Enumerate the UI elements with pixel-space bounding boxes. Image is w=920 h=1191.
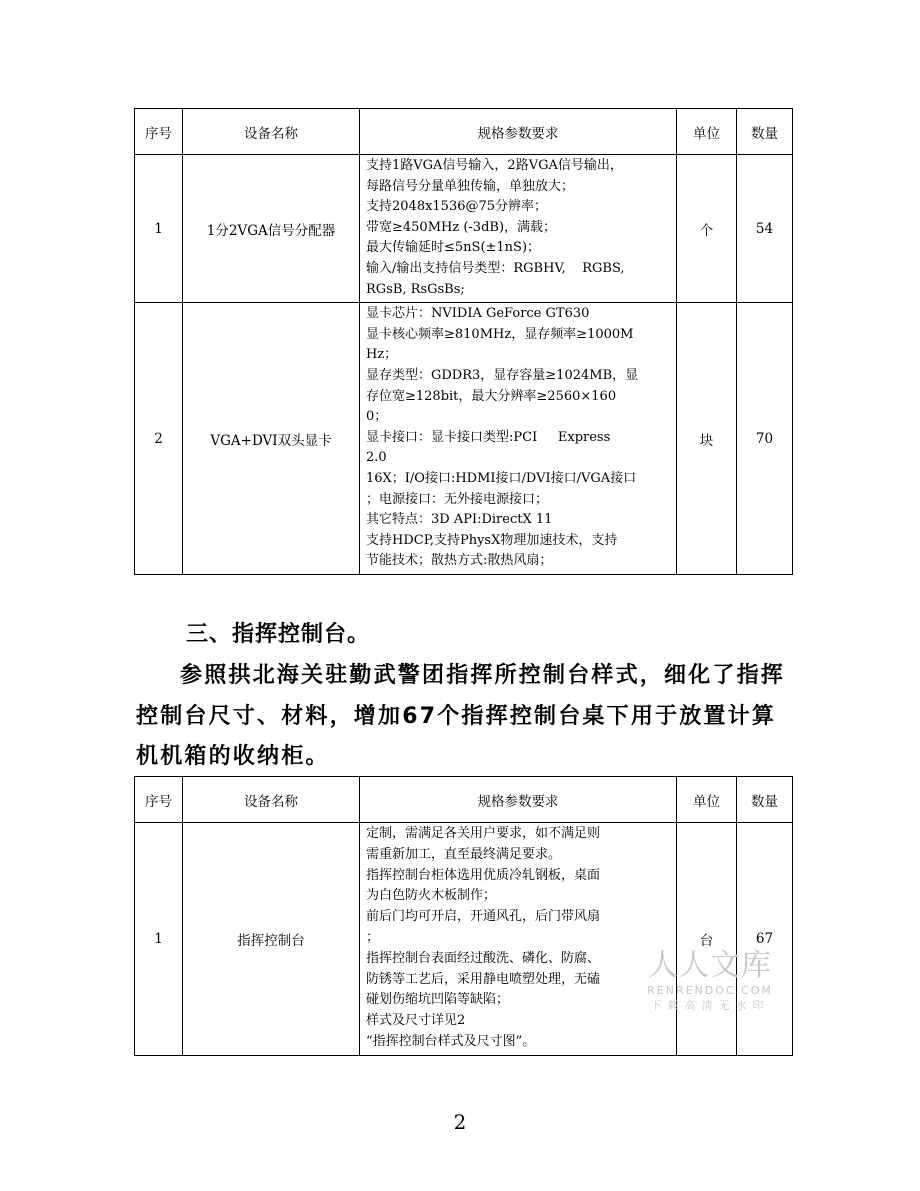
spec-table-1 xyxy=(134,108,793,575)
spec-line: 支持1路VGA信号输入，2路VGA信号输出， xyxy=(366,158,623,173)
cell-index: 2 xyxy=(135,303,183,575)
cell-device-name: 指挥控制台 xyxy=(183,823,360,1056)
cell-device-name: VGA+DVI双头显卡 xyxy=(183,303,360,575)
header-unit: 单位 xyxy=(677,777,737,823)
header-specs: 规格参数要求 xyxy=(360,109,677,155)
spec-line: 显存类型：GDDR3，显存容量≥1024MB，显 xyxy=(366,367,639,383)
spec-line: 支持2048x1536@75分辨率； xyxy=(366,199,548,215)
spec-line: 节能技术；散热方式:散热风扇； xyxy=(366,553,553,569)
page-number: 2 xyxy=(453,1110,467,1134)
cell-quantity: 70 xyxy=(737,303,793,575)
watermark-tagline: 下载高清无水印 xyxy=(650,999,770,1012)
spec-line: 显卡核心频率≥810MHz，显存频率≥1000M xyxy=(366,326,634,342)
spec-line: 防锈等工艺后，采用静电喷塑处理，无磕 xyxy=(366,971,601,987)
spec-line: 显卡芯片：NVIDIA GeForce GT630 xyxy=(366,306,590,322)
header-device-name: 设备名称 xyxy=(183,109,360,155)
cell-unit: 台 xyxy=(677,823,737,1056)
spec-line: ；电源接口：无外接电源接口； xyxy=(366,491,549,507)
watermark xyxy=(640,948,780,1014)
section-paragraph: 参照拱北海关驻勤武警团指挥所控制台样式，细化了指挥控制台尺寸、材料，增加67个指挥控制台桌下用于放置计算机机箱的收纳柜。 xyxy=(136,663,786,769)
spec-line: 带宽≥450MHz (-3dB)，满载； xyxy=(366,219,557,235)
spec-line: RGsB, RsGsBs; xyxy=(366,281,465,297)
spec-line: 样式及尺寸详见2 xyxy=(366,1013,466,1029)
spec-line: 显卡接口：显卡接口类型:PCI Express xyxy=(366,429,611,445)
cell-index: 1 xyxy=(135,823,183,1056)
section-heading: 三、指挥控制台。 xyxy=(186,622,371,647)
spec-line: “指挥控制台样式及尺寸图”。 xyxy=(366,1033,536,1049)
cell-quantity: 67 xyxy=(737,823,793,1056)
spec-line: 2.0 xyxy=(366,450,387,466)
table-header-row xyxy=(135,777,793,823)
spec-line: 其它特点：3D API:DirectX 11 xyxy=(366,512,553,528)
spec-line: 支持HDCP,支持PhysX物理加速技术，支持 xyxy=(366,532,618,548)
cell-quantity: 54 xyxy=(737,155,793,303)
table-row xyxy=(135,303,793,575)
cell-unit: 块 xyxy=(677,303,737,575)
spec-line: 存位宽≥128bit，最大分辨率≥2560×160 xyxy=(366,388,617,404)
spec-line: 碰划伤缩坑凹陷等缺陷； xyxy=(366,992,510,1008)
spec-line: 前后门均可开启，开通风孔，后门带风扇 xyxy=(366,909,601,925)
header-quantity: 数量 xyxy=(737,109,793,155)
cell-device-name: 1分2VGA信号分配器 xyxy=(183,155,360,303)
spec-line: 输入/输出支持信号类型：RGBHV, RGBS, xyxy=(366,260,625,276)
header-device-name: 设备名称 xyxy=(183,777,360,823)
spec-line: 指挥控制台表面经过酸洗、磷化、防腐、 xyxy=(366,950,601,966)
spec-line: 0； xyxy=(366,409,388,425)
header-index: 序号 xyxy=(135,109,183,155)
spec-line: 指挥控制台柜体选用优质冷轧钢板，桌面 xyxy=(366,867,601,883)
table-row xyxy=(135,155,793,303)
cell-unit: 个 xyxy=(677,155,737,303)
spec-line: 每路信号分量单独传输，单独放大； xyxy=(366,178,575,194)
watermark-domain: RENRENDOC.COM xyxy=(647,984,773,997)
table-header-row xyxy=(135,109,793,155)
header-quantity: 数量 xyxy=(737,777,793,823)
spec-line: 最大传输延时≤5nS(±1nS)； xyxy=(366,240,541,256)
spec-line: 16X；I/O接口:HDMI接口/DVI接口/VGA接口 xyxy=(366,470,637,486)
table-row xyxy=(135,823,793,1056)
cell-specs xyxy=(360,823,677,1056)
cell-index: 1 xyxy=(135,155,183,303)
spec-line: ； xyxy=(366,929,380,945)
watermark-logo: 人人文库 xyxy=(648,948,772,983)
header-specs: 规格参数要求 xyxy=(360,777,677,823)
header-index: 序号 xyxy=(135,777,183,823)
header-unit: 单位 xyxy=(677,109,737,155)
spec-line: 定制，需满足各关用户要求，如不满足则 xyxy=(366,826,601,841)
spec-line: 需重新加工，直至最终满足要求。 xyxy=(366,846,562,862)
spec-line: 为白色防火木板制作； xyxy=(366,888,497,904)
cell-specs xyxy=(360,155,677,303)
cell-specs xyxy=(360,303,677,575)
spec-line: Hz； xyxy=(366,347,398,363)
